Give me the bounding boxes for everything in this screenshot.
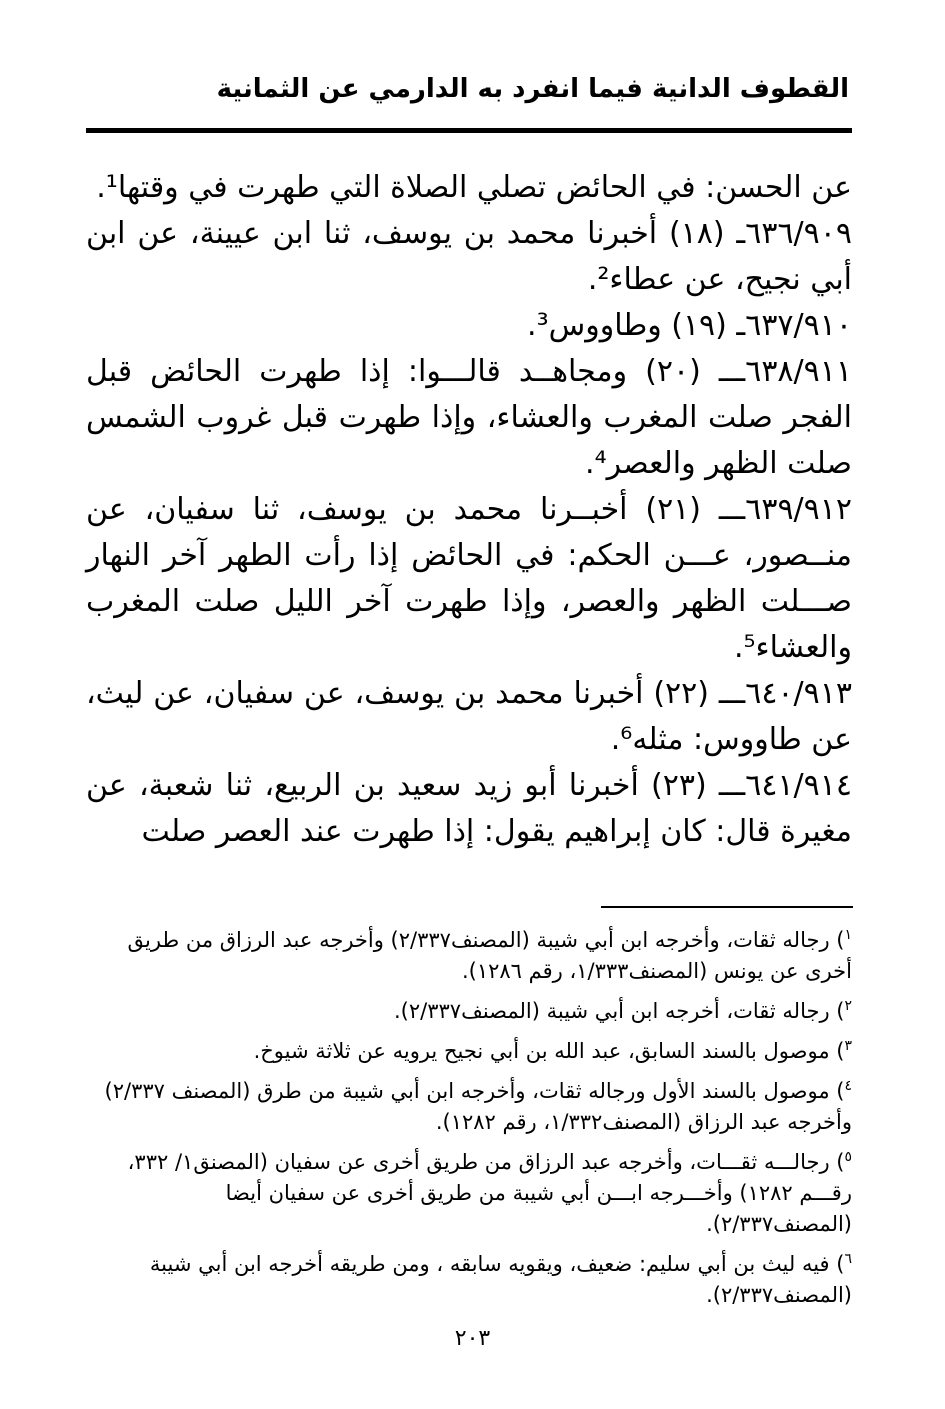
footnote-separator: [601, 906, 853, 908]
footnote: $^٥$) رجالـــه ثقـــات، وأخرجه عبد الرزاق من طريق أخرى عن سفيان (المصنق١/ ٣٣٢، رقـــم ١٢٨٢) وأخـــرجه ابـــن أبي شيبة من طريق أخرى عن سفيان أيضا (المصنف٢/٣٣٧).: [127, 1149, 852, 1236]
footnote: $^٢$) رجاله ثقات، أخرجه ابن أبي شيبة (المصنف٢/٣٣٧).: [394, 998, 852, 1023]
footnotes: [86, 925, 852, 1320]
footnote: $^٦$) فيه ليث بن أبي سليم: ضعيف، ويقويه سابقه ، ومن طريقه أخرجه ابن أبي شيبة (المصنف٢/٣٣٧).: [149, 1251, 852, 1307]
footnote: $^١$) رجاله ثقات، وأخرجه ابن أبي شيبة (المصنف٢/٣٣٧) وأخرجه عبد الرزاق من طريق أخرى عن يونس (المصنف١/٣٣٣، رقم ١٢٨٦).: [127, 927, 852, 983]
footnote-number: ٣: [844, 1038, 852, 1054]
footnote-text: فيه ليث بن أبي سليم: ضعيف، ويقويه سابقه ، ومن طريقه أخرجه ابن أبي شيبة (المصنف٢/٣٣٧).: [149, 1252, 852, 1307]
footnote-text: رجاله ثقات، أخرجه ابن أبي شيبة (المصنف٢/٣٣٧).: [394, 999, 830, 1023]
main-text: [86, 165, 852, 855]
footnote-text: رجالـــه ثقـــات، وأخرجه عبد الرزاق من طريق أخرى عن سفيان (المصنق١/ ٣٣٢، رقـــم ١٢٨٢) وأخـــرجه ابـــن أبي شيبة من طريق أخرى عن سفيان أيضا (المصنف٢/٣٣٧).: [127, 1150, 852, 1236]
footnote-number: ٦: [844, 1251, 852, 1267]
paragraph: ٦٣٨/٩١١ـــ (٢٠) ومجاهــد قالـــوا: إذا طهرت الحائض قبل الفجر صلت المغرب والعشاء، وإذا طهرت قبل غروب الشمس صلت الظهر والعصر⁴.: [86, 354, 852, 481]
paragraph: ٦٣٦/٩٠٩ـ (١٨) أخبرنا محمد بن يوسف، ثنا ابن عيينة، عن ابن أبي نجيح، عن عطاء².: [86, 216, 853, 297]
footnote-number: ٢: [844, 998, 852, 1014]
footnote-number: ٤: [844, 1078, 852, 1094]
paragraph: ٦٣٩/٩١٢ـــ (٢١) أخبــرنا محمد بن يوسف، ثنا سفيان، عن منــصور، عـــن الحكم: في الحائض إذا رأت الطهر آخر النهار صـــلت الظهر والعصر، وإذا طهرت آخر الليل صلت المغرب والعشاء⁵.: [86, 492, 853, 665]
paragraph: عن الحسن: في الحائض تصلي الصلاة التي طهرت في وقتها¹.: [96, 170, 852, 205]
footnote-text: موصول بالسند السابق، عبد الله بن أبي نجيح يرويه عن ثلاثة شيوخ.: [253, 1039, 830, 1063]
paragraph: ٦٤٠/٩١٣ـــ (٢٢) أخبرنا محمد بن يوسف، عن سفيان، عن ليث، عن طاووس: مثله⁶.: [86, 676, 852, 757]
paragraph: ٦٣٧/٩١٠ـ (١٩) وطاووس³.: [527, 308, 852, 343]
paragraph: ٦٤١/٩١٤ـــ (٢٣) أخبرنا أبو زيد سعيد بن الربيع، ثنا شعبة، عن مغيرة قال: كان إبراهيم يقول: إذا طهرت عند العصر صلت: [86, 768, 853, 849]
footnote-number: ٥: [844, 1149, 852, 1165]
running-header: القطوف الدانية فيما انفرد به الدارمي عن الثمانية: [216, 74, 849, 104]
footnote-text: موصول بالسند الأول ورجاله ثقات، وأخرجه ابن أبي شيبة من طرق (المصنف ٢/٣٣٧) وأخرجه عبد الرزاق (المصنف١/٣٣٢، رقم ١٢٨٢).: [104, 1079, 852, 1134]
footnote-number: ١: [844, 927, 852, 943]
footnote: $^٣$) موصول بالسند السابق، عبد الله بن أبي نجيح يرويه عن ثلاثة شيوخ.: [253, 1038, 852, 1063]
header-rule: [86, 128, 852, 133]
footnote-text: رجاله ثقات، وأخرجه ابن أبي شيبة (المصنف٢/٣٣٧) وأخرجه عبد الرزاق من طريق أخرى عن يونس (المصنف١/٣٣٣، رقم ١٢٨٦).: [127, 928, 852, 983]
page-number: ٢٠٣: [454, 1326, 491, 1351]
footnote: $^٤$) موصول بالسند الأول ورجاله ثقات، وأخرجه ابن أبي شيبة من طرق (المصنف ٢/٣٣٧) وأخرجه عبد الرزاق (المصنف١/٣٣٢، رقم ١٢٨٢).: [104, 1078, 852, 1134]
